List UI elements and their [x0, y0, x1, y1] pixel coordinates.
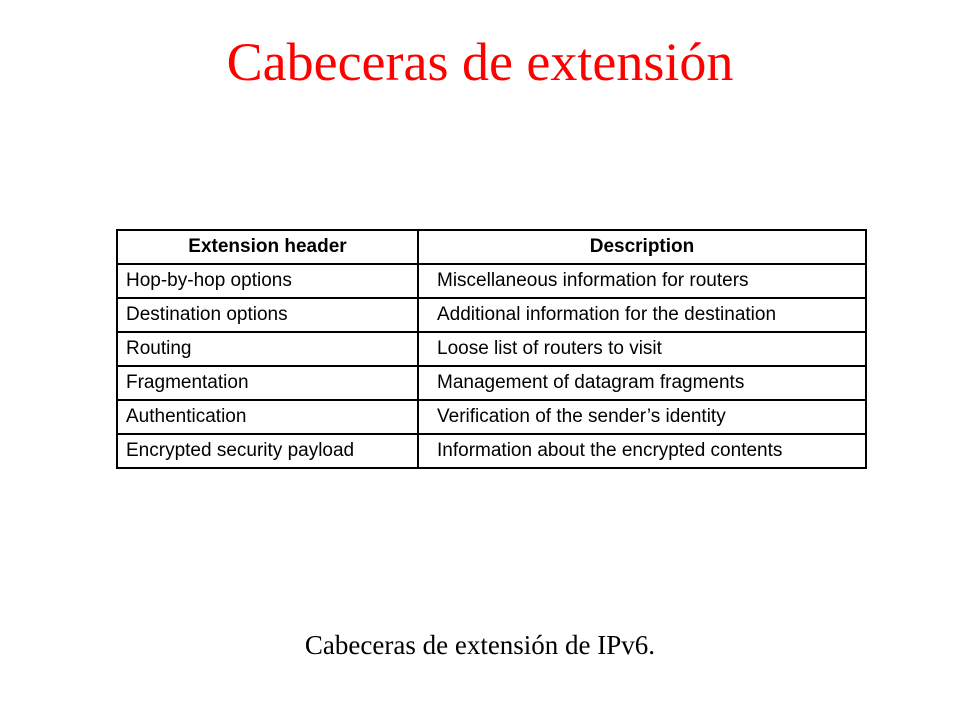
description-cell: Additional information for the destination	[418, 298, 866, 332]
description-cell: Loose list of routers to visit	[418, 332, 866, 366]
description-cell: Information about the encrypted contents	[418, 434, 866, 468]
extension-cell: Fragmentation	[117, 366, 418, 400]
table-row	[117, 434, 866, 468]
table-row	[117, 400, 866, 434]
table-row	[117, 298, 866, 332]
description-cell: Management of datagram fragments	[418, 366, 866, 400]
table-row	[117, 264, 866, 298]
table-row	[117, 332, 866, 366]
table-row	[117, 366, 866, 400]
description-cell: Verification of the sender’s identity	[418, 400, 866, 434]
extension-headers-table	[116, 229, 867, 469]
column-header-extension: Extension header	[117, 230, 418, 264]
extension-cell: Routing	[117, 332, 418, 366]
extension-cell: Destination options	[117, 298, 418, 332]
table-header-row	[117, 230, 866, 264]
description-cell: Miscellaneous information for routers	[418, 264, 866, 298]
slide-title: Cabeceras de extensión	[226, 32, 734, 92]
extension-cell: Hop-by-hop options	[117, 264, 418, 298]
figure-caption: Cabeceras de extensión de IPv6.	[304, 630, 656, 660]
extension-cell: Authentication	[117, 400, 418, 434]
extension-cell: Encrypted security payload	[117, 434, 418, 468]
column-header-description: Description	[418, 230, 866, 264]
